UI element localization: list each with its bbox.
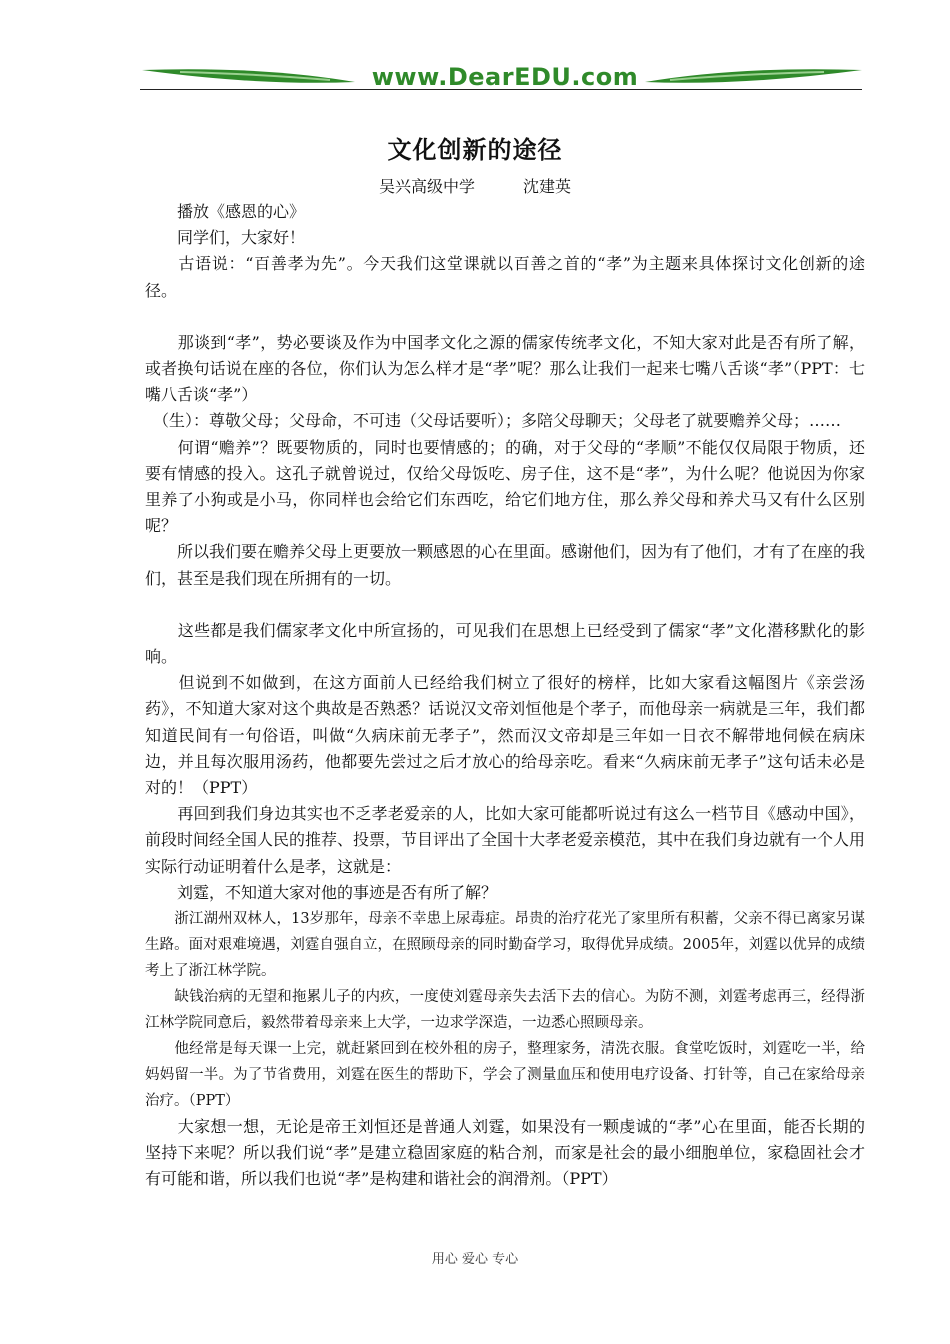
- author-school: 吴兴高级中学: [378, 177, 475, 196]
- paragraph: 那谈到“孝”，势必要谈及作为中国孝文化之源的儒家传统孝文化，不知大家对此是否有所了解，或者换句话说在座的各位，你们认为怎么样才是“孝”呢？那么让我们一起来七嘴八舌谈“孝”（PPT：七嘴八舌谈“孝”）: [145, 332, 865, 405]
- paragraph: 刘霆，不知道大家对他的事迹是否有所了解？: [145, 882, 498, 902]
- paragraph: 何谓“赡养”？既要物质的，同时也要情感的；的确，对于父母的“孝顺”不能仅仅局限于物质，还要有情感的投入。这孔子就曾说过，仅给父母饭吃、房子住，这不是“孝”，为什么呢？他说因为你家里养了小狗或是小马，你同样也会给它们东西吃，给它们地方住，那么养父母和养犬马又有什么区别呢？: [145, 437, 865, 536]
- paragraph: 大家想一想，无论是帝王刘恒还是普通人刘霆，如果没有一颗虔诚的“孝”心在里面，能否长期的坚持下来呢？所以我们说“孝”是建立稳固家庭的粘合剂，而家是社会的最小细胞单位，家稳固社会才有可能和谐，所以我们也说“孝”是构建和谐社会的润滑剂。（PPT）: [145, 1117, 865, 1189]
- author-line: [0, 174, 950, 197]
- paragraph: 播放《感恩的心》: [145, 202, 306, 221]
- paragraph: 缺钱治病的无望和拖累儿子的内疚，一度使刘霆母亲失去活下去的信心。为防不测，刘霆考虑再三，经得浙江林学院同意后，毅然带着母亲来上大学，一边求学深造，一边悉心照顾母亲。: [145, 989, 865, 1032]
- paragraph: 古语说：“百善孝为先”。今天我们这堂课就以百善之首的“孝”为主题来具体探讨文化创新的途径。: [145, 254, 865, 300]
- page-footer: 用心 爱心 专心: [431, 1252, 519, 1267]
- paragraph: 他经常是每天课一上完，就赶紧回到在校外租的房子，整理家务，清洗衣服。食堂吃饭时，刘霆吃一半，给妈妈留一半。为了节省费用，刘霆在医生的帮助下，学会了测量血压和使用电疗设备、打针等，自己在家给母亲治疗。（PPT）: [145, 1041, 865, 1110]
- document-body: [145, 199, 865, 1193]
- paragraph: 再回到我们身边其实也不乏孝老爱亲的人，比如大家可能都听说过有这么一档节目《感动中国》，前段时间经全国人民的推荐、投票，节目评出了全国十大孝老爱亲模范，其中在我们身边就有一个人用实际行动证明着什么是孝，这就是：: [145, 804, 866, 876]
- author-name: 沈建英: [523, 177, 572, 196]
- paragraph: 但说到不如做到，在这方面前人已经给我们树立了很好的榜样，比如大家看这幅图片《亲尝汤药》，不知道大家对这个典故是否熟悉？话说汉文帝刘恒他是个孝子，而他母亲一病就是三年，我们都知道民间有一句俗语，叫做“久病床前无孝子”，然而汉文帝却是三年如一日衣不解带地伺候在病床边，并且每次服用汤药，他都要先尝过之后才放心的给母亲吃。看来“久病床前无孝子”这句话未必是对的！（PPT）: [145, 673, 865, 798]
- document-title: 文化创新的途径: [387, 135, 563, 164]
- paragraph: 同学们，大家好！: [145, 228, 306, 248]
- paragraph: 所以我们要在赡养父母上更要放一颗感恩的心在里面。感谢他们，因为有了他们，才有了在座的我们，甚至是我们现在所拥有的一切。: [145, 542, 866, 588]
- paragraph: 这些都是我们儒家孝文化中所宣扬的，可见我们在思想上已经受到了儒家“孝”文化潜移默化的影响。: [145, 620, 865, 667]
- paragraph: 浙江湖州双林人，13岁那年，母亲不幸患上尿毒症。昂贵的治疗花光了家里所有积蓄，父亲不得已离家另谋生路。面对艰难境遇，刘霆自强自立，在照顾母亲的同时勤奋学习，取得优异成绩。2005年，刘霆以优异的成绩考上了浙江林学院。: [145, 911, 865, 980]
- paragraph: （生）：尊敬父母；父母命，不可违（父母话要听）；多陪父母聊天；父母老了就要赡养父母；……: [145, 411, 842, 431]
- site-logo[interactable]: www.DearEDU.com: [371, 63, 639, 91]
